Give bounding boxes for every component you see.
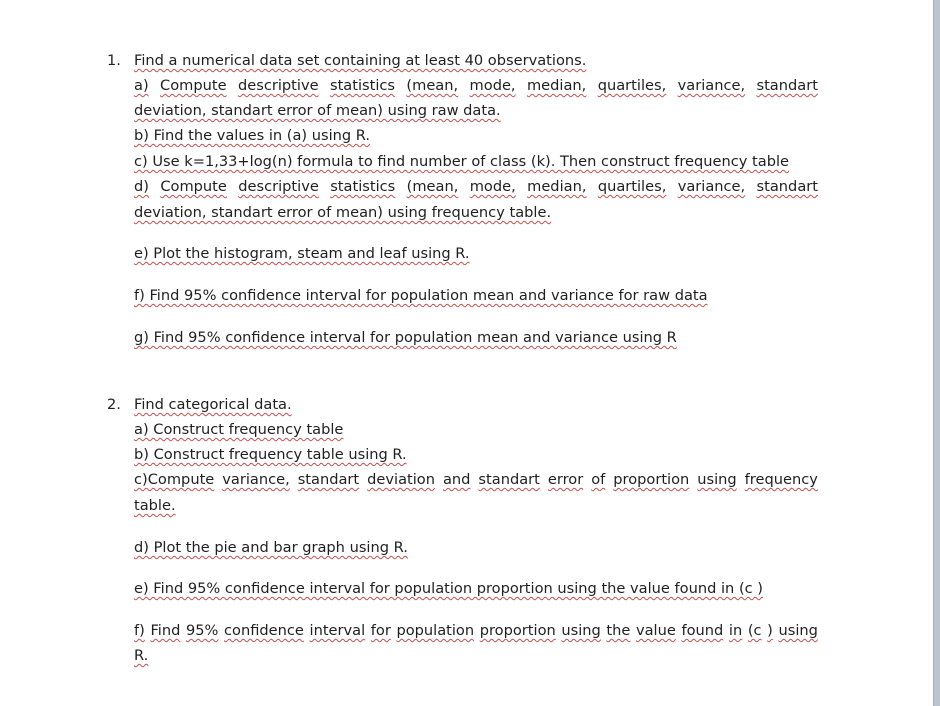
- word: quartiles,: [597, 77, 667, 94]
- word: proportion: [479, 622, 556, 639]
- q1-number: 1.: [107, 52, 121, 69]
- word: interval: [309, 622, 366, 639]
- q2-title: Find categorical data.: [134, 396, 292, 413]
- word: mode,: [469, 77, 516, 94]
- word: descriptive: [238, 178, 319, 195]
- q1-item-a-line2: deviation, standart error of mean) using raw data.: [134, 102, 501, 119]
- word: value: [635, 622, 676, 639]
- word: variance,: [677, 77, 746, 94]
- word: statistics: [330, 178, 396, 195]
- q1-item-g: g) Find 95% confidence interval for population mean and variance using R: [134, 329, 677, 346]
- word: using: [561, 622, 601, 639]
- q2-item-e: e) Find 95% confidence interval for population proportion using the value found in (c ): [134, 580, 763, 597]
- q2-item-c-line2: table.: [134, 497, 176, 514]
- q2-number: 2.: [107, 396, 121, 413]
- word: c)Compute: [134, 471, 215, 488]
- q1-item-e: e) Plot the histogram, steam and leaf using R.: [134, 245, 470, 262]
- q1-item-f: f) Find 95% confidence interval for population mean and variance for raw data: [134, 287, 708, 304]
- word: (mean,: [406, 77, 459, 94]
- q2-item-b: b) Construct frequency table using R.: [134, 446, 407, 463]
- word: frequency: [744, 471, 818, 488]
- q1-item-d-line2: deviation, standart error of mean) using frequency table.: [134, 204, 552, 221]
- word: variance,: [677, 178, 746, 195]
- word: using: [697, 471, 737, 488]
- word: d): [134, 178, 149, 195]
- word: Find: [150, 622, 181, 639]
- word: error: [547, 471, 584, 488]
- word: (mean,: [406, 178, 459, 195]
- word: Compute: [160, 178, 227, 195]
- word: standart: [478, 471, 540, 488]
- q1-title: Find a numerical data set containing at least 40 observations.: [134, 52, 587, 69]
- q1-item-b: b) Find the values in (a) using R.: [134, 127, 371, 144]
- word: (c: [747, 622, 762, 639]
- word: quartiles,: [597, 178, 667, 195]
- word: for: [370, 622, 391, 639]
- word: found: [681, 622, 724, 639]
- word: ): [767, 622, 773, 639]
- word: in: [728, 622, 743, 639]
- word: confidence: [224, 622, 304, 639]
- word: standart: [756, 77, 818, 94]
- word: statistics: [329, 77, 396, 94]
- word: f): [134, 622, 145, 639]
- word: and: [442, 471, 471, 488]
- word: median,: [526, 77, 587, 94]
- q2-item-d: d) Plot the pie and bar graph using R.: [134, 539, 408, 556]
- word: a): [134, 77, 149, 94]
- word: descriptive: [237, 77, 319, 94]
- q1-item-a-line1: [134, 76, 818, 96]
- word: the: [606, 622, 631, 639]
- word: mode,: [469, 178, 516, 195]
- q2-item-c-line1: [134, 470, 818, 490]
- word: deviation: [367, 471, 435, 488]
- word: Compute: [160, 77, 227, 94]
- q1-item-d-line1: [134, 177, 818, 197]
- word: of: [591, 471, 606, 488]
- q2-item-f-line2: R.: [134, 647, 149, 664]
- word: variance,: [222, 471, 290, 488]
- q1-item-c: c) Use k=1,33+log(n) formula to find number of class (k). Then construct frequency table: [134, 153, 790, 170]
- q2-item-f-line1: [134, 621, 818, 641]
- word: using: [778, 622, 818, 639]
- q2-item-a: a) Construct frequency table: [134, 421, 344, 438]
- page-edge-scrollbar[interactable]: [933, 0, 940, 706]
- word: standart: [297, 471, 360, 488]
- word: median,: [527, 178, 587, 195]
- word: standart: [756, 178, 818, 195]
- word: population: [396, 622, 475, 639]
- word: proportion: [613, 471, 690, 488]
- word: 95%: [185, 622, 219, 639]
